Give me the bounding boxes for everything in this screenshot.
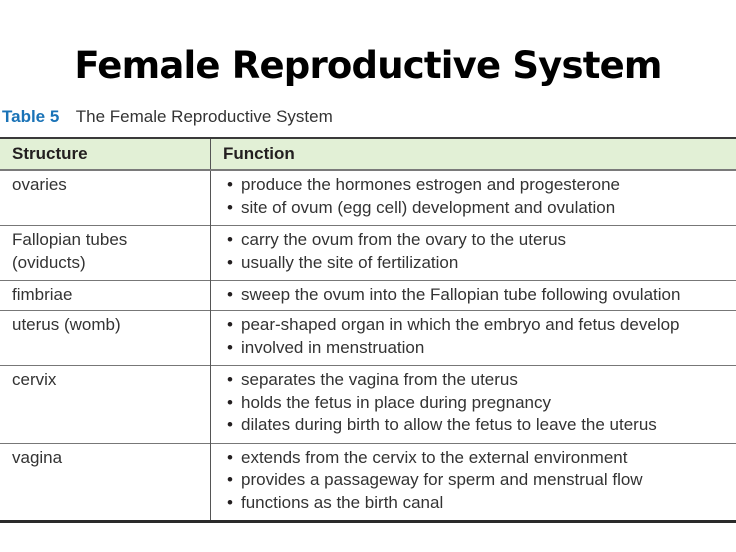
function-cell (211, 366, 736, 444)
function-cell (211, 281, 736, 311)
slide-title: Female Reproductive System (74, 44, 662, 87)
structure-name: ovaries (12, 175, 67, 194)
function-cell (211, 226, 736, 281)
function-item (223, 174, 736, 197)
table-row (0, 366, 736, 444)
function-text: dilates during birth to allow the fetus to leave the uterus (241, 415, 657, 434)
function-text: holds the fetus in place during pregnancy (241, 392, 551, 412)
table-header-row (0, 138, 736, 170)
table-row (0, 311, 736, 366)
bullet-icon: • (227, 337, 233, 357)
function-item (223, 414, 736, 437)
function-text: functions as the birth canal (241, 492, 444, 512)
function-item (223, 447, 736, 470)
function-text: involved in menstruation (241, 337, 425, 357)
structure-name: vagina (12, 447, 63, 467)
bullet-icon: • (227, 252, 233, 272)
function-item (223, 252, 736, 275)
bullet-icon: • (227, 492, 233, 512)
function-text: extends from the cervix to the external environment (241, 447, 628, 467)
bullet-icon: • (227, 415, 233, 434)
bullet-icon: • (227, 175, 233, 194)
table-caption-label: Table 5 (2, 107, 60, 126)
function-item (223, 492, 736, 515)
structure-alt-name: (oviducts) (12, 252, 86, 272)
structure-cell (0, 226, 211, 281)
function-cell (211, 443, 736, 522)
table-caption (2, 107, 333, 127)
bullet-icon: • (227, 230, 233, 249)
table-row (0, 226, 736, 281)
table-caption-text: The Female Reproductive System (75, 107, 333, 126)
structure-cell (0, 443, 211, 522)
function-text: carry the ovum from the ovary to the uterus (241, 230, 567, 249)
function-item (223, 314, 736, 337)
function-cell (211, 170, 736, 226)
function-item (223, 469, 736, 492)
reproductive-system-table (0, 137, 736, 523)
function-item (223, 229, 736, 252)
table-row (0, 443, 736, 522)
structure-cell (0, 281, 211, 311)
function-text: provides a passageway for sperm and menstrual flow (241, 470, 643, 489)
bullet-icon: • (227, 392, 233, 412)
bullet-icon: • (227, 285, 233, 304)
function-text: pear-shaped organ in which the embryo and fetus develop (241, 315, 680, 334)
bullet-icon: • (227, 470, 233, 489)
structure-cell (0, 170, 211, 226)
function-item (223, 284, 736, 307)
function-text: separates the vagina from the uterus (241, 370, 518, 389)
structure-name: cervix (12, 370, 57, 389)
bullet-icon: • (227, 197, 233, 217)
table-row (0, 170, 736, 226)
function-item (223, 369, 736, 392)
table-row (0, 281, 736, 311)
function-text: site of ovum (egg cell) development and ovulation (241, 197, 616, 217)
function-cell (211, 311, 736, 366)
column-header-structure: Structure (0, 138, 211, 170)
function-text: sweep the ovum into the Fallopian tube following ovulation (241, 285, 681, 304)
structure-name: Fallopian tubes (12, 230, 128, 249)
bullet-icon: • (227, 370, 233, 389)
column-header-function: Function (223, 144, 295, 163)
structure-cell (0, 366, 211, 444)
bullet-icon: • (227, 315, 233, 334)
bullet-icon: • (227, 447, 233, 467)
function-item (223, 197, 736, 220)
function-item (223, 337, 736, 360)
structure-cell (0, 311, 211, 366)
structure-name: uterus (womb) (12, 315, 121, 334)
function-text: usually the site of fertilization (241, 252, 459, 272)
function-text: produce the hormones estrogen and progesterone (241, 175, 620, 194)
function-item (223, 392, 736, 415)
structure-name: fimbriae (12, 285, 73, 304)
